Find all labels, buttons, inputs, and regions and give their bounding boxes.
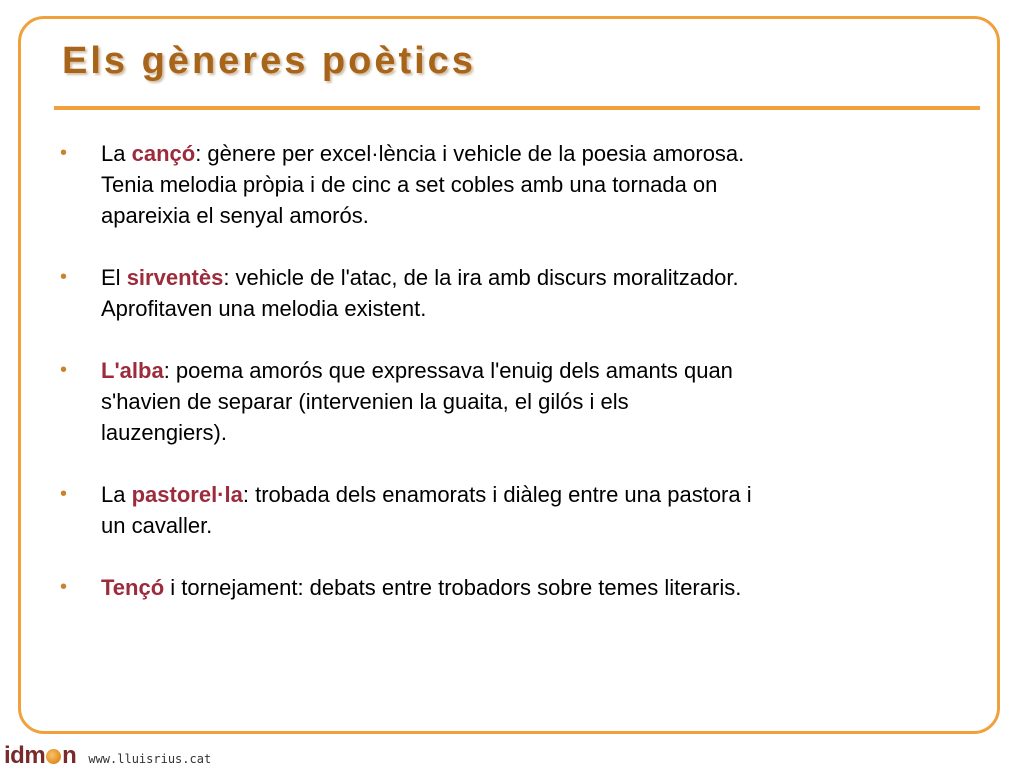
bullet-dot-icon: • (60, 266, 68, 288)
bullet-term: L'alba (101, 358, 164, 383)
bullet-text: i tornejament: debats entre trobadors sobre temes literaris. (164, 575, 742, 600)
bullet-item-canco (60, 138, 760, 231)
footer (4, 742, 211, 768)
bullet-text: : vehicle de l'atac, de la ira amb discurs moralitzador. Aprofitaven una melodia existent. (101, 265, 739, 321)
bullet-prefix: La (101, 141, 132, 166)
bullet-text: : trobada dels enamorats i diàleg entre una pastora i un cavaller. (101, 482, 752, 538)
logo-text-right: n (62, 742, 77, 768)
bullet-item-alba (60, 355, 760, 448)
bullet-dot-icon: • (60, 142, 68, 164)
bullet-prefix: El (101, 265, 127, 290)
bullet-item-sirventes (60, 262, 760, 324)
footer-url: www.lluisrius.cat (88, 752, 212, 766)
idmon-logo (4, 742, 76, 768)
logo-orange-dot-icon (46, 749, 61, 764)
slide-title: Els gèneres poètics (62, 40, 476, 82)
bullet-item-tenco (60, 572, 760, 603)
bullet-item-pastorella (60, 479, 760, 541)
bullet-dot-icon: • (60, 576, 68, 598)
bullet-text: : gènere per excel·lència i vehicle de la poesia amorosa. Tenia melodia pròpia i de cinc a set cobles amb una tornada on apareixia el senyal amorós. (101, 141, 745, 228)
bullet-dot-icon: • (60, 359, 68, 381)
logo-text-left: idm (4, 742, 46, 768)
bullet-term: pastorel·la (131, 482, 243, 507)
bullet-dot-icon: • (60, 483, 68, 505)
bullet-list (60, 138, 760, 603)
bullet-term: cançó (131, 141, 196, 166)
title-underline (54, 106, 980, 110)
bullet-prefix: La (101, 482, 132, 507)
bullet-text: : poema amorós que expressava l'enuig dels amants quan s'havien de separar (intervenien la guaita, el gilós i els lauzengiers). (101, 358, 733, 445)
bullet-term: Tençó (101, 575, 165, 600)
bullet-term: sirventès (126, 265, 224, 290)
